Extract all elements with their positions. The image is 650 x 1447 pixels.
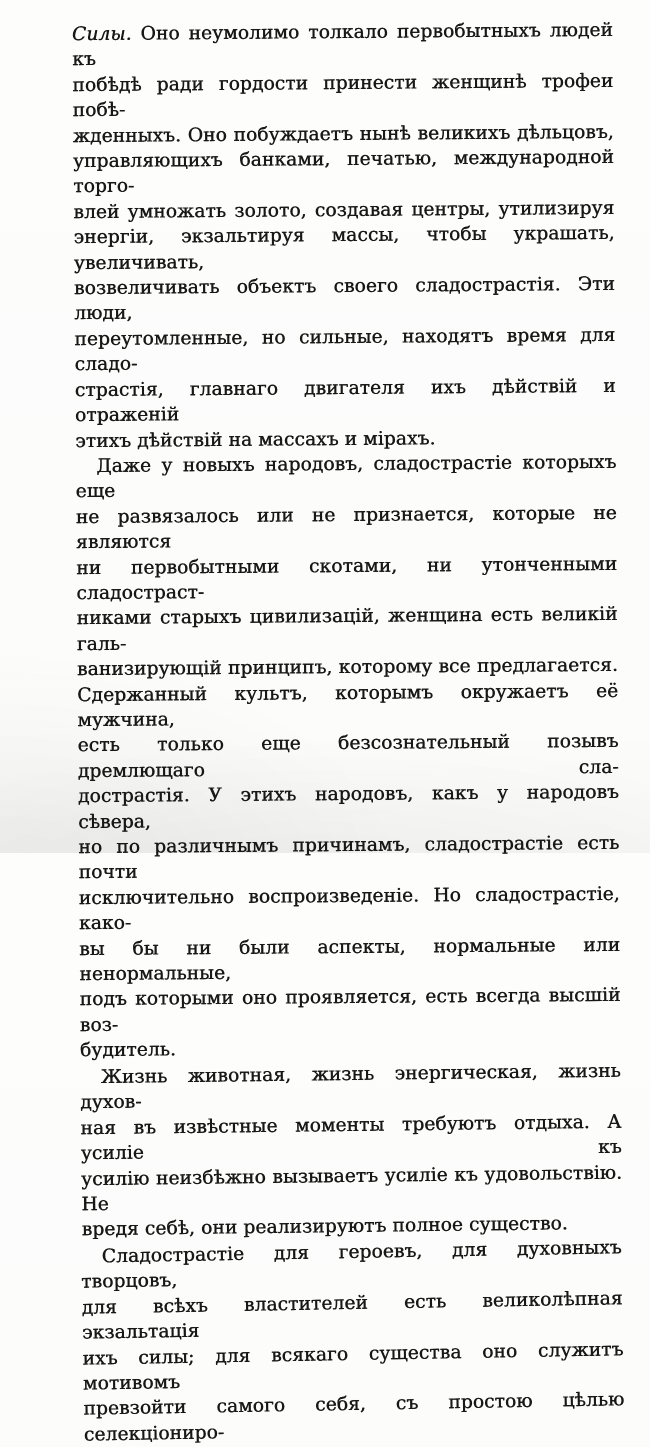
text-line: энергіи, экзальтируя массы, чтобы украшать, увеличивать, <box>73 223 615 274</box>
text-line: ни первобытными скотами, ни утонченными сладостраст- <box>76 553 618 605</box>
text-line: вы бы ни были аспекты, нормальные или ненормальные, <box>79 934 621 986</box>
text-line: побѣдѣ ради гордости принести женщинѣ трофеи побѣ- <box>72 70 614 122</box>
paragraph <box>75 450 621 1064</box>
text-line: Жизнь животная, жизнь энергическая, жизнь духов- <box>80 1060 622 1114</box>
text-line: влей умножать золото, создавая центры, утилизируя <box>73 197 615 223</box>
text-line: управляющихъ банками, печатью, международной торго- <box>73 146 615 198</box>
text-line: есть только еще безсознательный позывъ дремлющаго сла- <box>77 731 619 782</box>
text-line: страстія, главнаго двигателя ихъ дѣйствій и отраженій <box>74 375 616 427</box>
text-line: ная въ извѣстные моменты требуютъ отдыха. А усиліе къ <box>80 1111 622 1165</box>
text-line: переутомленные, но сильные, находятъ время для сладо- <box>74 324 616 376</box>
text-line: вредя себѣ, они реализируютъ полное существо. <box>81 1213 569 1241</box>
italic-lead-word: Силы. <box>72 23 132 46</box>
text-line: Сладострастіе для героевъ, для духовныхъ творцовъ, <box>81 1236 622 1293</box>
text-line: жденныхъ. Оно побуждаетъ нынѣ великихъ дѣльцовъ, <box>72 121 614 147</box>
text-line: этихъ дѣйствій на массахъ и мірахъ. <box>75 427 436 452</box>
text-line: Сдержанный культъ, которымъ окружаетъ её мужчина, <box>77 680 619 732</box>
paragraph <box>81 1235 625 1447</box>
text-line: дострастія. У этихъ народовъ, какъ у народовъ сѣвера, <box>78 782 620 833</box>
text-line: Даже у новыхъ народовъ, сладострастіе которыхъ еще <box>75 451 617 503</box>
text-line: но по различнымъ причинамъ, сладострастіе есть почти <box>78 832 620 884</box>
text-line: превзойти самого себя, съ простою цѣлью селекціониро- <box>83 1389 625 1446</box>
page-text-block <box>72 18 624 1445</box>
text-line: ихъ силы; для всякаго существа оно служитъ мотивомъ <box>82 1338 624 1395</box>
paragraph <box>72 18 616 454</box>
text-line: не развязалось или не признается, которые не являются <box>75 502 617 554</box>
text-line: для всѣхъ властителей есть великолѣпная экзальтація <box>81 1287 623 1344</box>
text-line: будитель. <box>80 1039 177 1062</box>
text-line: Силы. Оно неумолимо толкало первобытныхъ людей къ <box>72 19 614 71</box>
text-line: возвеличивать объектъ своего сладострастія. Эти люди, <box>74 273 616 325</box>
text-line: подъ которыми оно проявляется, есть всегда высшій воз- <box>79 985 621 1036</box>
paragraph <box>80 1058 623 1242</box>
text-line: никами старыхъ цивилизацій, женщина есть великій галь- <box>76 604 618 655</box>
text-line: исключительно воспроизведеніе. Но сладострастіе, како- <box>78 883 620 935</box>
text-line: ванизирующій принципъ, которому все предлагается. <box>77 655 619 681</box>
text-line: усилію неизбѣжно вызываетъ усиліе къ удовольствію. Не <box>81 1161 623 1215</box>
